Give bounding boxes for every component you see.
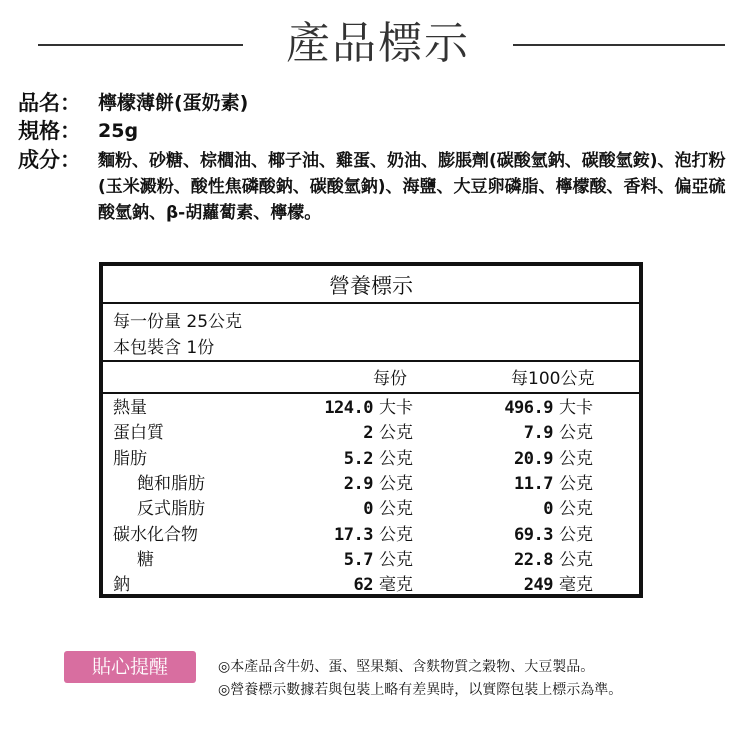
nutrition-row [103, 548, 639, 573]
product-spec-value: 25g [98, 120, 139, 142]
per-serving-value: 2 [363, 423, 373, 444]
nutrient-name: 蛋白質 [113, 423, 164, 444]
per-100g-value: 496.9 [504, 398, 553, 418]
nutrient-name: 熱量 [113, 398, 147, 418]
per-serving-value: 17.3 [334, 524, 373, 545]
reminder-badge: 貼心提醒 [64, 651, 196, 683]
column-header-per-100g: 每100公克 [511, 369, 595, 389]
per-100g-value: 7.9 [523, 423, 553, 444]
per-100g-unit: 公克 [559, 499, 593, 520]
per-serving-unit: 公克 [379, 524, 413, 545]
per-100g-value: 20.9 [514, 448, 553, 469]
nutrition-row [103, 447, 639, 472]
serving-size: 每一份量 25公克 [113, 312, 243, 332]
nutrition-row [103, 421, 639, 446]
per-serving-unit: 毫克 [379, 575, 413, 596]
per-serving-unit: 公克 [379, 549, 413, 570]
reminder-line-1: ◎本產品含牛奶、蛋、堅果類、含麩物質之穀物、大豆製品。 [218, 659, 595, 675]
per-serving-value: 5.2 [343, 448, 373, 469]
product-ingredients-value: 麵粉、砂糖、棕櫚油、椰子油、雞蛋、奶油、膨脹劑(碳酸氫鈉、碳酸氫銨)、泡打粉(玉米澱粉、酸性焦磷酸鈉、碳酸氫鈉)、海鹽、大豆卵磷脂、檸檬酸、香料、偏亞硫酸氫鈉、β-胡蘿蔔素、檸檬。 [98, 151, 726, 223]
nutrient-name: 飽和脂肪 [137, 473, 205, 494]
per-serving-value: 124.0 [324, 398, 373, 418]
per-serving-value: 62 [353, 575, 373, 596]
per-100g-value: 11.7 [514, 473, 553, 494]
servings-per-package: 本包裝含 1份 [113, 338, 215, 358]
nutrient-name: 碳水化合物 [113, 524, 198, 545]
per-serving-unit: 公克 [379, 448, 413, 469]
header-rule-left [38, 44, 243, 46]
nutrient-name: 糖 [137, 549, 154, 570]
column-header-per-serving: 每份 [373, 369, 407, 389]
nutrition-title: 營養標示 [329, 274, 413, 298]
nutrition-table [99, 262, 643, 598]
serving-rule [103, 360, 639, 362]
nutrient-name: 脂肪 [113, 448, 147, 469]
per-100g-value: 249 [523, 575, 553, 596]
per-100g-value: 22.8 [514, 549, 553, 570]
per-100g-value: 0 [543, 499, 553, 520]
per-100g-unit: 大卡 [559, 398, 593, 418]
nutrient-name: 反式脂肪 [137, 499, 205, 520]
nutrition-row [103, 497, 639, 522]
page-title: 產品標示 [286, 18, 470, 69]
per-100g-unit: 毫克 [559, 575, 593, 596]
per-serving-value: 5.7 [343, 549, 373, 570]
nutrition-row [103, 523, 639, 548]
product-name-value: 檸檬薄餅(蛋奶素) [98, 92, 249, 114]
per-serving-value: 2.9 [343, 473, 373, 494]
per-100g-value: 69.3 [514, 524, 553, 545]
per-serving-unit: 大卡 [379, 398, 413, 418]
product-spec-label: 規格： [18, 119, 81, 143]
per-serving-unit: 公克 [379, 499, 413, 520]
per-100g-unit: 公克 [559, 423, 593, 444]
product-name-label: 品名： [18, 91, 81, 115]
nutrition-row [103, 472, 639, 497]
product-ingredients-row [18, 147, 733, 227]
header-rule-right [513, 44, 725, 46]
per-100g-unit: 公克 [559, 524, 593, 545]
nutrient-name: 鈉 [113, 575, 130, 596]
reminder-line-2: ◎營養標示數據若與包裝上略有差異時，以實際包裝上標示為準。 [218, 682, 623, 698]
per-serving-unit: 公克 [379, 473, 413, 494]
per-serving-unit: 公克 [379, 423, 413, 444]
nutrition-row [103, 396, 639, 421]
nutrition-title-rule [103, 302, 639, 304]
per-100g-unit: 公克 [559, 549, 593, 570]
per-serving-value: 0 [363, 499, 373, 520]
per-100g-unit: 公克 [559, 473, 593, 494]
per-100g-unit: 公克 [559, 448, 593, 469]
nutrition-row [103, 573, 639, 598]
column-header-rule [103, 392, 639, 394]
product-ingredients-label: 成分： [18, 148, 81, 172]
